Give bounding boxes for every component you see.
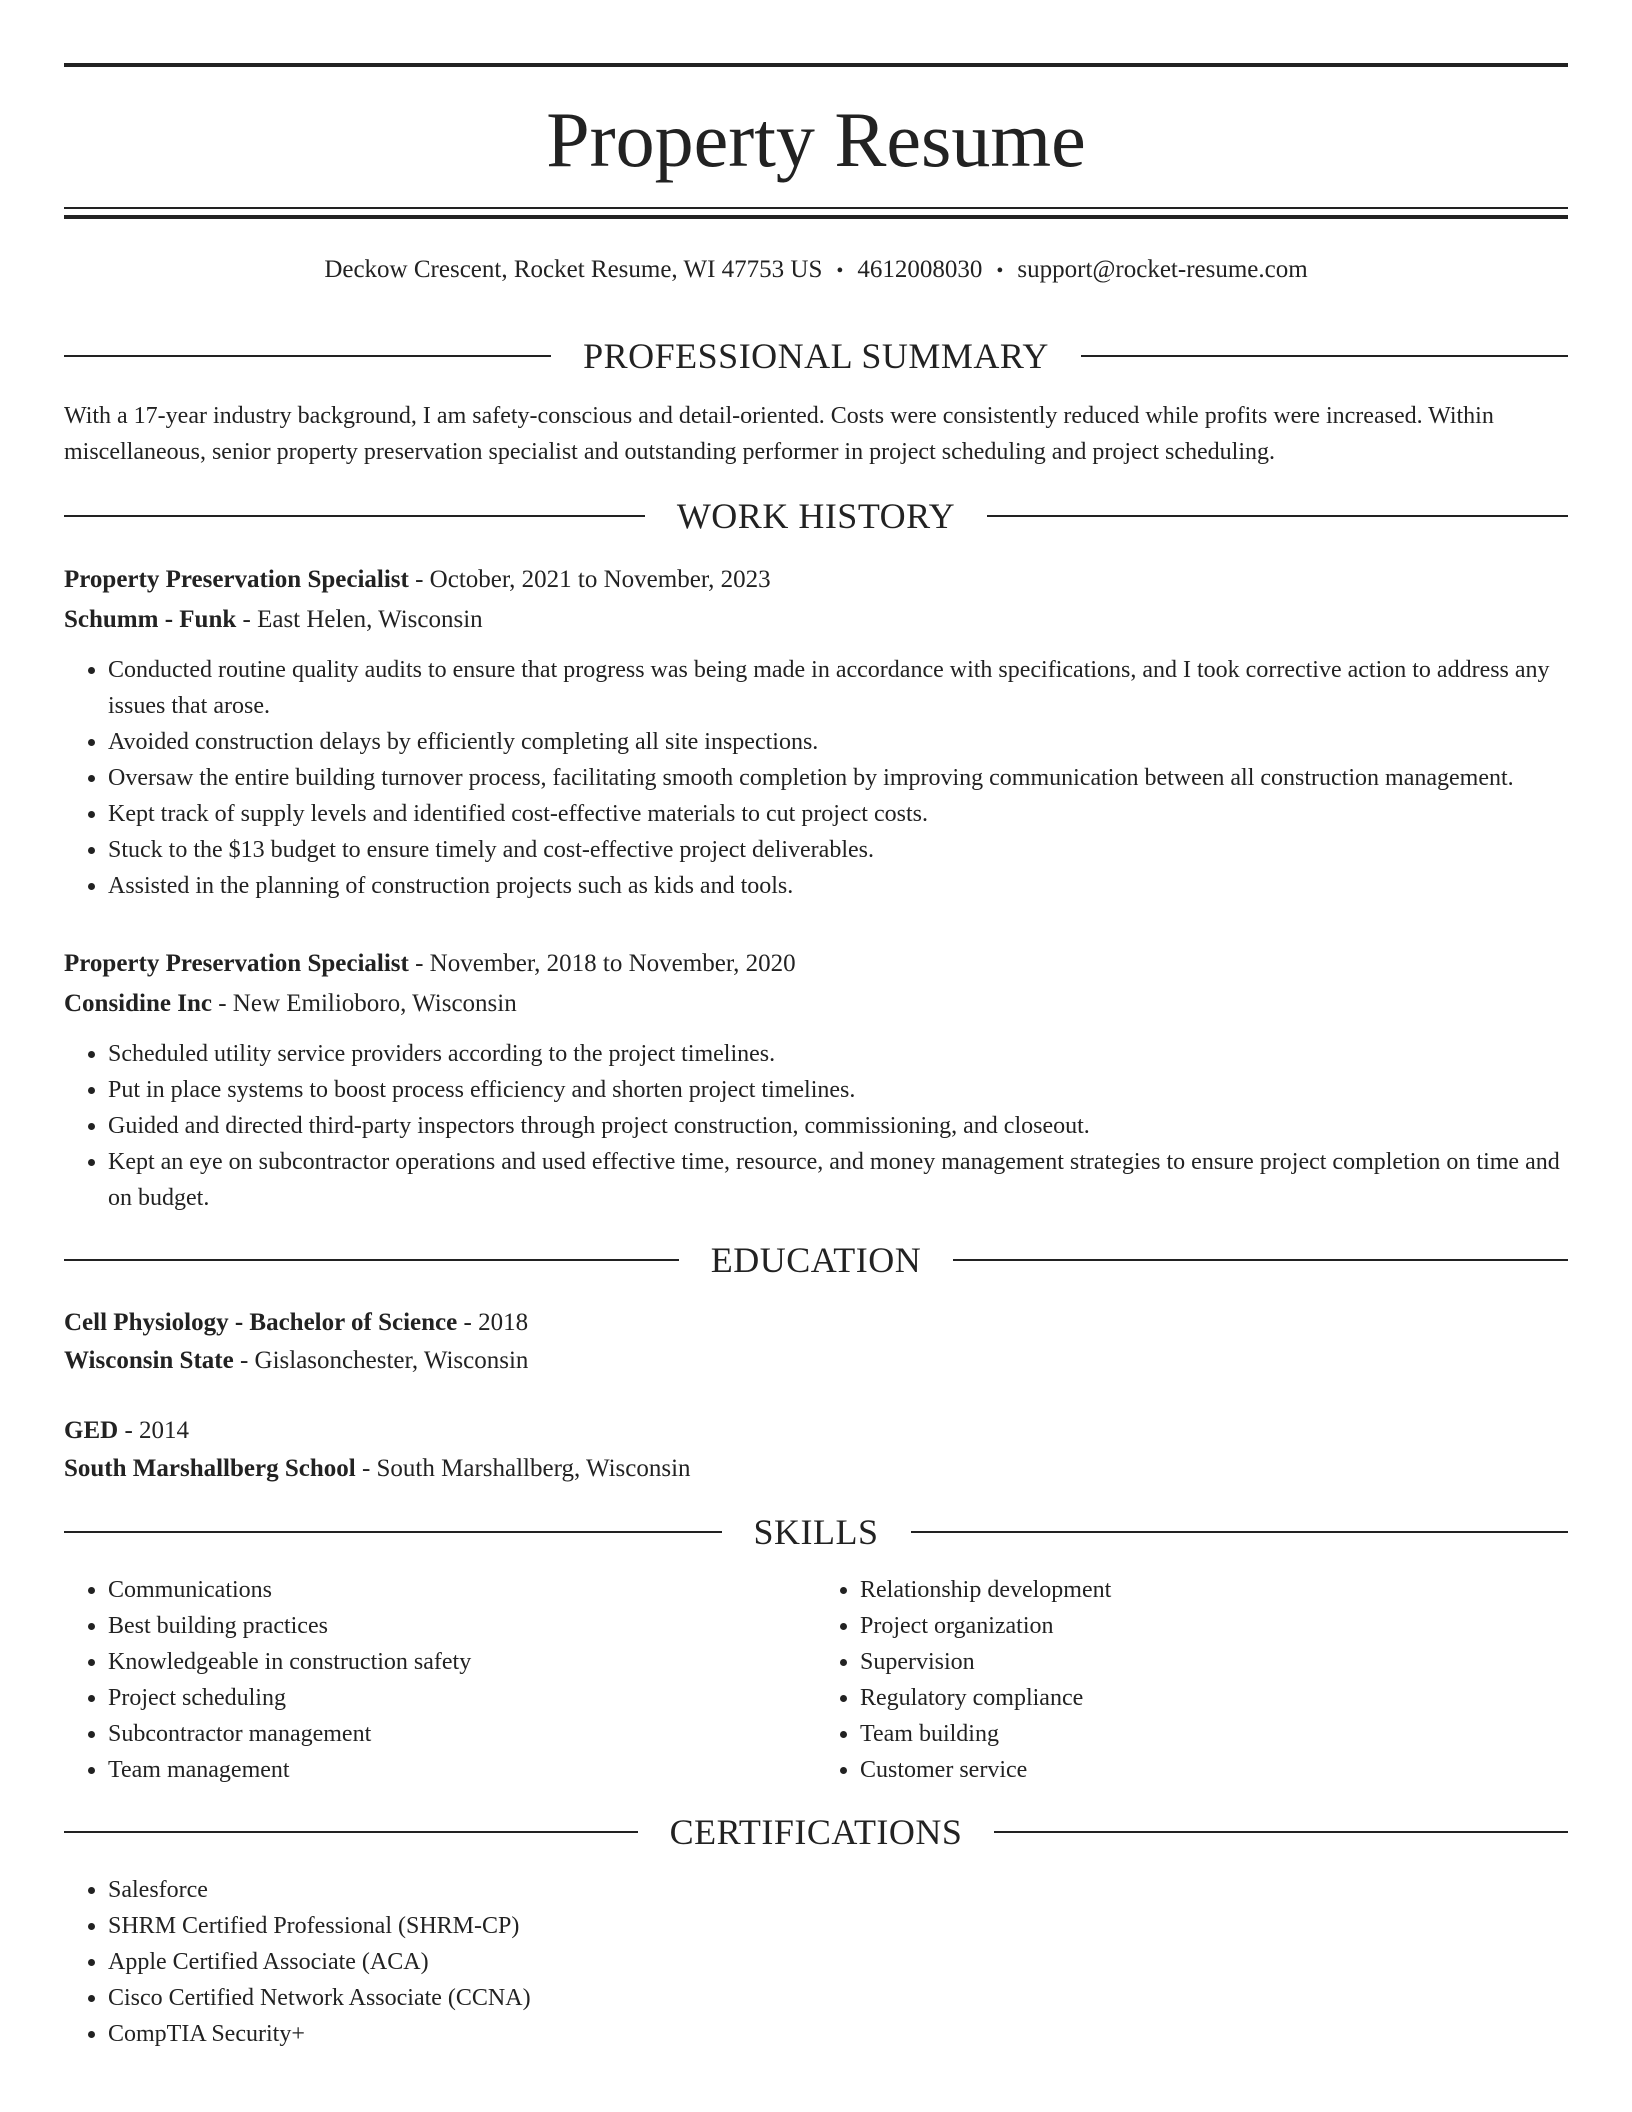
education-school: Wisconsin State bbox=[64, 1347, 234, 1374]
education-degree-line bbox=[64, 1412, 1568, 1450]
job-location: - New Emilioboro, Wisconsin bbox=[211, 990, 517, 1017]
skills-list-left bbox=[64, 1572, 816, 1788]
skill-item: • Supervision bbox=[860, 1644, 1568, 1680]
job-bullet: • Avoided construction delays by efficiently completing all site inspections. bbox=[108, 724, 1568, 760]
section-rule bbox=[1081, 355, 1568, 357]
top-rule bbox=[64, 63, 1568, 67]
certification-item: • Salesforce bbox=[108, 1872, 1568, 1908]
title-double-rule bbox=[64, 207, 1568, 219]
job-bullet: • Put in place systems to boost process efficiency and shorten project timelines. bbox=[108, 1072, 1568, 1108]
certification-item: • SHRM Certified Professional (SHRM-CP) bbox=[108, 1908, 1568, 1944]
resume-body bbox=[64, 330, 1568, 2052]
skills-columns bbox=[64, 1572, 1568, 1788]
job-company: Considine Inc bbox=[64, 990, 212, 1017]
skill-item: • Customer service bbox=[860, 1752, 1568, 1788]
job-bullet: • Guided and directed third-party inspectors through project construction, commissioning, and closeout. bbox=[108, 1108, 1568, 1144]
skill-item: • Regulatory compliance bbox=[860, 1680, 1568, 1716]
certification-item: • Cisco Certified Network Associate (CCNA) bbox=[108, 1980, 1568, 2016]
contact-separator: • bbox=[836, 260, 844, 282]
education-entry bbox=[64, 1412, 1568, 1488]
contact-separator: • bbox=[996, 260, 1004, 282]
section-rule bbox=[64, 1831, 638, 1833]
education-entry bbox=[64, 1304, 1568, 1380]
certifications-block bbox=[64, 1872, 1568, 2052]
education-year: - 2018 bbox=[457, 1309, 529, 1336]
section-rule bbox=[911, 1531, 1569, 1533]
skills-list-right bbox=[816, 1572, 1568, 1788]
section-header-certifications bbox=[64, 1806, 1568, 1858]
contact-line bbox=[64, 252, 1568, 289]
section-rule bbox=[953, 1259, 1568, 1261]
job-dates: - November, 2018 to November, 2020 bbox=[408, 950, 796, 977]
section-title: WORK HISTORY bbox=[676, 496, 956, 536]
job-bullets bbox=[64, 652, 1568, 904]
education-location: - South Marshallberg, Wisconsin bbox=[355, 1455, 691, 1482]
contact-address: Deckow Crescent, Rocket Resume, WI 47753 US bbox=[324, 256, 823, 283]
job-bullet: • Kept an eye on subcontractor operations and used effective time, resource, and money management strategies to ensure project completion on time and on budget. bbox=[108, 1144, 1568, 1216]
education-location: - Gislasonchester, Wisconsin bbox=[233, 1347, 529, 1374]
section-header-work-history bbox=[64, 490, 1568, 542]
certification-item: • CompTIA Security+ bbox=[108, 2016, 1568, 2052]
job-dates: - October, 2021 to November, 2023 bbox=[408, 566, 771, 593]
skill-item: • Project organization bbox=[860, 1608, 1568, 1644]
job-title-line bbox=[64, 944, 1568, 984]
job-company-line bbox=[64, 600, 1568, 640]
skill-item: • Relationship development bbox=[860, 1572, 1568, 1608]
education-degree: GED bbox=[64, 1417, 119, 1444]
job-bullet: • Scheduled utility service providers according to the project timelines. bbox=[108, 1036, 1568, 1072]
section-title: SKILLS bbox=[753, 1512, 879, 1552]
skill-item: • Subcontractor management bbox=[108, 1716, 816, 1752]
section-rule bbox=[994, 1831, 1568, 1833]
contact-phone: 4612008030 bbox=[857, 256, 983, 283]
skill-item: • Team management bbox=[108, 1752, 816, 1788]
section-rule bbox=[64, 1531, 722, 1533]
resume-title: Property Resume bbox=[546, 96, 1086, 183]
education-school-line bbox=[64, 1450, 1568, 1488]
job-list bbox=[64, 560, 1568, 1216]
job-title: Property Preservation Specialist bbox=[64, 566, 409, 593]
job-bullet: • Stuck to the $13 budget to ensure timely and cost-effective project deliverables. bbox=[108, 832, 1568, 868]
section-header-education bbox=[64, 1234, 1568, 1286]
skill-item: • Knowledgeable in construction safety bbox=[108, 1644, 816, 1680]
summary-text: With a 17-year industry background, I am safety-conscious and detail-oriented. Costs were consistently reduced while profits were increased. Within miscellaneous, senior property preservation specialist and outstanding performer in project scheduling and project scheduling. bbox=[64, 403, 1494, 465]
contact-email: support@rocket-resume.com bbox=[1017, 256, 1308, 283]
skill-item: • Team building bbox=[860, 1716, 1568, 1752]
certification-item: • Apple Certified Associate (ACA) bbox=[108, 1944, 1568, 1980]
education-school-line bbox=[64, 1342, 1568, 1380]
education-degree-line bbox=[64, 1304, 1568, 1342]
skill-item: • Communications bbox=[108, 1572, 816, 1608]
certifications-list bbox=[64, 1872, 1568, 2052]
job-bullet: • Assisted in the planning of construction projects such as kids and tools. bbox=[108, 868, 1568, 904]
skill-item: • Best building practices bbox=[108, 1608, 816, 1644]
job-entry bbox=[64, 944, 1568, 1216]
section-rule bbox=[64, 355, 551, 357]
job-bullets bbox=[64, 1036, 1568, 1216]
job-bullet: • Kept track of supply levels and identified cost-effective materials to cut project costs. bbox=[108, 796, 1568, 832]
job-entry bbox=[64, 560, 1568, 904]
job-company-line bbox=[64, 984, 1568, 1024]
job-location: - East Helen, Wisconsin bbox=[236, 606, 483, 633]
section-rule bbox=[987, 515, 1568, 517]
education-school: South Marshallberg School bbox=[64, 1455, 356, 1482]
section-title: PROFESSIONAL SUMMARY bbox=[583, 336, 1049, 376]
job-title-line bbox=[64, 560, 1568, 600]
job-title: Property Preservation Specialist bbox=[64, 950, 409, 977]
section-header-skills bbox=[64, 1506, 1568, 1558]
section-title: EDUCATION bbox=[710, 1240, 922, 1280]
education-year: - 2014 bbox=[118, 1417, 190, 1444]
job-bullet: • Conducted routine quality audits to ensure that progress was being made in accordance with specifications, and I took corrective action to address any issues that arose. bbox=[108, 652, 1568, 724]
education-degree: Cell Physiology - Bachelor of Science bbox=[64, 1309, 458, 1336]
section-header-summary bbox=[64, 330, 1568, 382]
job-bullet: • Oversaw the entire building turnover process, facilitating smooth completion by improving communication between all construction management. bbox=[108, 760, 1568, 796]
section-rule bbox=[64, 1259, 679, 1261]
section-rule bbox=[64, 515, 645, 517]
skill-item: • Project scheduling bbox=[108, 1680, 816, 1716]
section-title: CERTIFICATIONS bbox=[669, 1812, 963, 1852]
job-company: Schumm - Funk bbox=[64, 606, 237, 633]
education-list bbox=[64, 1304, 1568, 1488]
